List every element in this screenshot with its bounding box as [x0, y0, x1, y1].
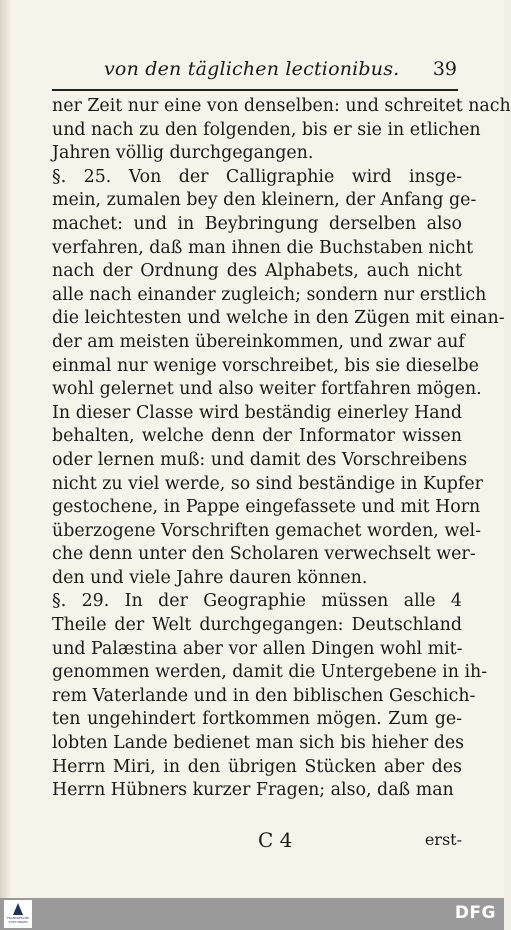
- text-line: und nach zu den folgenden, bis er sie in etlichen: [52, 119, 481, 140]
- text-line: und Palæstina aber vor allen Dingen wohl mit-: [52, 638, 463, 659]
- catchword: erst-: [424, 830, 462, 849]
- running-header: [104, 58, 459, 86]
- text-line: oder lernen muß: und damit des Vorschreibens: [52, 449, 468, 470]
- institution-logo[interactable]: [4, 900, 32, 928]
- text-line: den und viele Jahre dauren können.: [52, 567, 368, 588]
- text-line: gestochene, in Pappe eingefassete und mit Horn: [52, 497, 481, 518]
- text-line: lobten Lande bedienet man sich bis hieher des: [52, 733, 465, 754]
- text-line: mein, zumalen bey den kleinern, der Anfang ge-: [52, 190, 477, 211]
- logo-icon: [13, 903, 23, 915]
- text-line: §. 25. Von der Calligraphie wird insge-: [52, 166, 462, 187]
- logo-text: FRANCKESCHE STIFTUNGEN: [6, 916, 30, 924]
- text-line: nach der Ordnung des Alphabets, auch nicht: [52, 261, 462, 282]
- text-line: In dieser Classe wird beständig einerley Hand: [52, 402, 462, 423]
- text-line: §. 29. In der Geographie müssen alle 4: [52, 591, 462, 612]
- text-line: alle nach einander zugleich; sondern nur erstlich: [52, 284, 487, 305]
- viewer-footer-bar: [0, 898, 504, 930]
- text-line: ten ungehindert fortkommen mögen. Zum ge-: [52, 709, 462, 730]
- text-line: machet: und in Beybringung derselben also: [52, 213, 462, 234]
- text-line: che denn unter den Scholaren verwechselt wer-: [52, 544, 476, 565]
- dfg-logo[interactable]: DFG: [454, 903, 496, 923]
- text-line: genommen werden, damit die Untergebene in ih-: [52, 662, 488, 683]
- text-line: rem Vaterlande und in den biblischen Geschich-: [52, 685, 476, 706]
- text-line: Jahren völlig durchgegangen.: [52, 143, 314, 164]
- text-line: die leichtesten und welche in den Zügen mit einan-: [52, 308, 505, 329]
- text-line: Herrn Hübners kurzer Fragen; also, daß man: [52, 780, 454, 801]
- page-footer: [52, 828, 462, 854]
- text-line: einmal nur wenige vorschreibet, bis sie dieselbe: [52, 355, 479, 376]
- text-line: Herrn Miri, in den übrigen Stücken aber des: [52, 756, 462, 777]
- text-line: ner Zeit nur eine von denselben: und schreitet nach: [52, 96, 511, 116]
- header-rule: [52, 89, 458, 91]
- running-head-title: von den täglichen lectionibus.: [104, 58, 400, 80]
- text-line: behalten, welche denn der Informator wissen: [52, 426, 462, 447]
- text-line: nicht zu viel werde, so sind beständige in Kupfer: [52, 473, 483, 494]
- text-line: überzogene Vorschriften gemachet worden, wel-: [52, 520, 481, 541]
- text-line: der am meisten übereinkommen, und zwar auf: [52, 331, 465, 352]
- text-line: wohl gelernet und also weiter fortfahren mögen.: [52, 379, 482, 400]
- page-number: 39: [432, 58, 457, 80]
- text-line: verfahren, daß man ihnen die Buchstaben nicht: [52, 237, 474, 258]
- signature-mark: C 4: [258, 828, 293, 852]
- page-gutter: [0, 0, 12, 898]
- text-line: Theile der Welt durchgegangen: Deutschland: [52, 615, 462, 636]
- body-text: [52, 95, 511, 803]
